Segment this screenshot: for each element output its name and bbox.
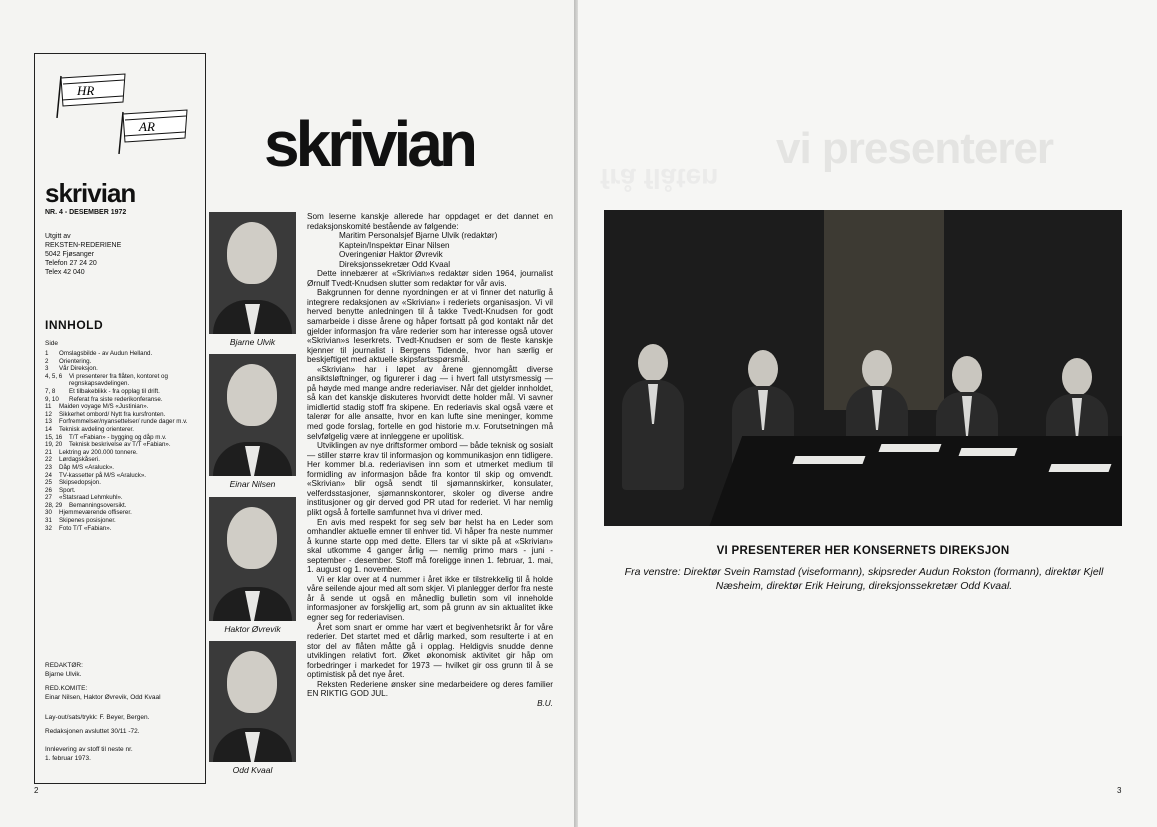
editor-label: REDAKTØR: [45, 662, 83, 669]
toc-entry-text: Skipenes posisjoner. [59, 517, 116, 525]
person-figure [622, 344, 684, 490]
toc-entry-text: Sikkerhet ombord/ Nytt fra kursfronten. [59, 410, 166, 418]
toc-entry-text: Foto T/T «Fabian». [59, 524, 112, 532]
portrait-odd-kvaal [209, 641, 296, 775]
article-paragraph: Vi er klar over at 4 nummer i året ikke er tilstrekkelig til å holde våre seilende ajour med alt som skjer. Vi planlegger derfor fra neste år å sende ut også en månedlig bulletin som vil inneholde informasjoner av forskjellig art, som på grunn av sin aktualitet ikke egner seg for rederiavisen. [307, 574, 553, 622]
toc-entry-text: Teknisk beskrivelse av T/T «Fabian». [69, 441, 171, 449]
toc-entry-text: «Statsraad Lehmkuhl». [59, 494, 123, 502]
ar-flag-icon [117, 108, 191, 154]
toc-entry-text: Hjemmeværende offiserer. [59, 509, 132, 517]
article-paragraph: Utviklingen av nye driftsformer ombord — både teknisk og sosialt — stiller større krav til informasjon og kommunikasjon enn tidligere. Her kommer bl.a. rederiavisen inn som et utmerket medium til formidling av informasjon både fra kontor til skip og omvendt. «Skrivian» blir også sendt til sjømannskirker, konsulater, velferdsstasjoner, sjømannskontorer, skoler og diverse andre institusjoner og gir derved god PR utad for rederiet. Vi har nemlig plikt også å fortelle samfunnet hva vi driver med. [307, 441, 553, 517]
toc-entry-text: Sport. [59, 486, 76, 494]
toc-item [45, 441, 203, 449]
toc-page-number: 31 [45, 517, 52, 525]
toc-page-number: 22 [45, 456, 52, 464]
toc-item [45, 358, 203, 366]
table-of-contents [45, 350, 203, 532]
toc-entry-text: Vi presenterer fra flåten, kontoret og regnskapsavdelingen. [69, 372, 168, 388]
toc-page-number: 9, 10 [45, 395, 59, 403]
toc-item [45, 517, 203, 525]
editor-name: Bjarne Ulvik. [45, 671, 82, 678]
article-paragraph: Bakgrunnen for denne nyordningen er at vi finner det naturlig å integrere redaksjonen av «Skrivian» i rederiets organisasjon. Vi vil herved benytte anledningen til å takke Tvedt-Knudsen for godt samarbeide i disse årene og håper fortsatt på god kontakt når det gjelder informasjon fra våre rederier som har interesse også utover «Skrivian»s leserkrets. Tvedt-Knudsen er som de fleste kanskje kjenner til journalist i Bergens Tidende, hvor han særlig er beskjeftiget med aktuelle skipsfartsspørsmål. [307, 288, 553, 365]
article-paragraph: Dette innebærer at «Skrivian»s redaktør siden 1964, journalist Ørnulf Tvedt-Knudsen slutter som redaktør for vår avis. [307, 269, 553, 288]
toc-page-number: 30 [45, 509, 52, 517]
toc-entry-text: Bemanningsoversikt. [69, 501, 127, 509]
toc-page-number: 1 [45, 350, 49, 357]
article-intro: Som leserne kanskje allerede har oppdaget er det dannet en redaksjonskomité bestående av følgende: [307, 212, 553, 231]
toc-page-number: 27 [45, 494, 52, 502]
toc-page-number: 13 [45, 418, 52, 426]
closing-date: Redaksjonen avsluttet 30/11 -72. [45, 728, 140, 735]
committee-member: Overingeniør Haktor Øvrevik [339, 250, 443, 260]
toc-page-number: 19, 20 [45, 441, 63, 449]
toc-item [45, 418, 203, 426]
portrait-photo [209, 497, 296, 621]
photo-heading: VI PRESENTERER HER KONSERNETS DIREKSJON [716, 545, 1010, 557]
photo-caption: Fra venstre: Direktør Svein Ramstad (viseformann), skipsreder Audun Rokston (formann), direktør Kjell Næsheim, direktør Erik Heirung, direksjonssekretær Odd Kvaal. [624, 566, 1104, 592]
toc-item [45, 525, 203, 533]
toc-item [45, 411, 203, 419]
toc-page-number: 24 [45, 471, 52, 479]
portrait-caption: Bjarne Ulvik [229, 337, 276, 347]
toc-entry-text: Omslagsbilde - av Audun Helland. [59, 350, 153, 357]
article-paragraph: Året som snart er omme har vært et begivenhetsrikt år for våre rederier. Det startet med et dårlig marked, som resulterte i at en stor del av flåten måtte gå i opplag. Heldigvis snudde denne utviklingen relativt fort. Øket økonomisk aktivitet gir håp om forbedringer i markedet for 1973 — hvilket gir oss grunn til å se optimistisk på det nye året. [307, 622, 553, 680]
publisher-line: Telex 42 040 [45, 269, 85, 276]
paper-sheet [879, 444, 942, 452]
svg-text:HR: HR [77, 83, 95, 98]
portrait-photo [209, 212, 296, 334]
toc-item [45, 456, 203, 464]
toc-page-number: 32 [45, 524, 52, 532]
submission-note: Innlevering av stoff til neste nr. [45, 746, 133, 753]
toc-entry-text: Maiden voyage M/S «Justinian». [59, 403, 149, 411]
toc-page-number: 4, 5, 6 [45, 372, 63, 380]
toc-item [45, 479, 203, 487]
committee-member: Direksjonssekretær Odd Kvaal [339, 259, 451, 269]
article-paragraph: Reksten Rederiene ønsker sine medarbeidere og deres familier EN RIKTIG GOD JUL. [307, 679, 553, 699]
toc-page-number: 25 [45, 479, 52, 487]
toc-entry-text: TV-kassetter på M/S «Araluck». [59, 471, 147, 479]
page-number-left: 2 [34, 786, 39, 795]
toc-entry-text: Forfremmelser/nyansettelser/ runde dager m.v. [59, 418, 188, 426]
committee-names: Einar Nilsen, Haktor Øvrevik, Odd Kvaal [45, 694, 161, 701]
publisher-line: REKSTEN-REDERIENE [45, 242, 122, 249]
toc-page-number: 7, 8 [45, 387, 56, 395]
toc-page-number: 28, 29 [45, 501, 63, 509]
toc-entry-text: Lørdagskåseri. [59, 456, 100, 464]
toc-entry-text: T/T «Fabian» - bygging og dåp m.v. [69, 433, 167, 441]
paper-sheet [1049, 464, 1112, 472]
portrait-caption: Haktor Øvrevik [224, 624, 281, 634]
layout-credit: Lay-out/sats/trykk: F. Beyer, Bergen. [45, 714, 150, 721]
toc-item [45, 426, 203, 434]
toc-entry-text: Orientering. [59, 357, 92, 365]
sidebar-logo: skrivian [45, 178, 136, 208]
left-page [0, 0, 576, 827]
toc-page-number: 14 [45, 425, 52, 433]
publisher-line: Telefon 27 24 20 [45, 260, 97, 267]
toc-item [45, 494, 203, 502]
toc-item [45, 388, 203, 396]
toc-page-number: 2 [45, 357, 49, 365]
toc-item [45, 373, 203, 388]
publisher-line: Utgitt av [45, 233, 71, 240]
toc-page-number: 3 [45, 365, 49, 373]
toc-item [45, 509, 203, 517]
toc-page-number: 12 [45, 410, 52, 418]
toc-item [45, 434, 203, 442]
article-signature: B.U. [537, 698, 553, 708]
portrait-haktor-ovrevik [209, 497, 296, 634]
paper-sheet [959, 448, 1018, 456]
toc-page-number: 23 [45, 463, 52, 471]
portrait-caption: Odd Kvaal [232, 765, 273, 775]
portrait-photo [209, 354, 296, 476]
toc-entry-text: Teknisk avdeling orienterer. [59, 425, 134, 433]
toc-title: INNHOLD [45, 318, 104, 332]
publisher-line: 5042 Fjøsanger [45, 251, 95, 258]
toc-item [45, 396, 203, 404]
page-number-right: 3 [1117, 786, 1122, 795]
toc-item [45, 502, 203, 510]
toc-page-number: 11 [45, 403, 52, 411]
toc-item [45, 449, 203, 457]
masthead-title: skrivian [264, 108, 474, 180]
toc-entry-text: Referat fra siste rederikonferanse. [69, 395, 163, 403]
show-through-title: vi presenterer [776, 124, 1054, 173]
toc-item [45, 472, 203, 480]
editorial-article [307, 212, 553, 708]
portrait-bjarne-ulvik [209, 212, 296, 347]
board-group-photo [604, 210, 1122, 526]
paper-sheet [793, 456, 866, 464]
sidebar-box [34, 53, 206, 784]
toc-item [45, 365, 203, 373]
toc-item [45, 464, 203, 472]
toc-page-number: 21 [45, 448, 52, 456]
toc-item [45, 487, 203, 495]
portrait-caption: Einar Nilsen [229, 479, 276, 489]
toc-side-label: Side [45, 340, 59, 347]
toc-entry-text: Dåp M/S «Araluck». [59, 463, 115, 471]
toc-entry-text: Vår Direksjon. [59, 365, 98, 373]
toc-page-number: 15, 16 [45, 433, 63, 441]
toc-entry-text: Et tilbakeblikk - fra opplag til drift. [69, 387, 160, 395]
issue-number: NR. 4 - DESEMBER 1972 [45, 209, 127, 216]
toc-item [45, 350, 203, 358]
article-paragraph: En avis med respekt for seg selv bør helst ha en Leder som omhandler aktuelle emner til enhver tid. Vi håper fra neste nummer å kunne starte opp med dette. Ellers tar vi sikte på at «Skrivian» skal utkomme 4 ganger årlig — nemlig primo mars - juni - september - desember. Stoff må foreligge innen 1. februar, 1. mai, 1. august og 1. november. [307, 517, 553, 575]
show-through-subtitle: frå flåten [600, 163, 719, 194]
svg-text:AR: AR [139, 119, 155, 134]
article-paragraph: «Skrivian» har i løpet av årene gjennomgått diverse ansiktsløftninger, og figurerer i dag — i hvert fall utstyrsmessig — på høyde med mange andre rederiaviser. Når det gjelder innholdet, så kan det kanskje diskuteres hvorvidt dette holder mål. Vi savner imidlertid stadig stoff fra skipene. En rederiavis skal også være et talerør for alle ansatte, hvor en kan lufte sine meninger, komme med gode forslag, fortelle en god historie m.v. Forutsetningen må selvfølgelig være at innleggene er upolitisk. [307, 364, 553, 441]
toc-page-number: 26 [45, 486, 52, 494]
committee-member: Maritim Personalsjef Bjarne Ulvik (redaktør) [339, 231, 498, 241]
portrait-einar-nilsen [209, 354, 296, 489]
portrait-photo [209, 641, 296, 762]
submission-date: 1. februar 1973. [45, 755, 91, 762]
committee-member: Kaptein/Inspektør Einar Nilsen [339, 240, 450, 250]
toc-entry-text: Skipsedopsjon. [59, 479, 101, 487]
toc-item [45, 403, 203, 411]
toc-entry-text: Lektring av 200.000 tonnere. [59, 448, 138, 456]
committee-label: RED.KOMITE: [45, 685, 88, 692]
